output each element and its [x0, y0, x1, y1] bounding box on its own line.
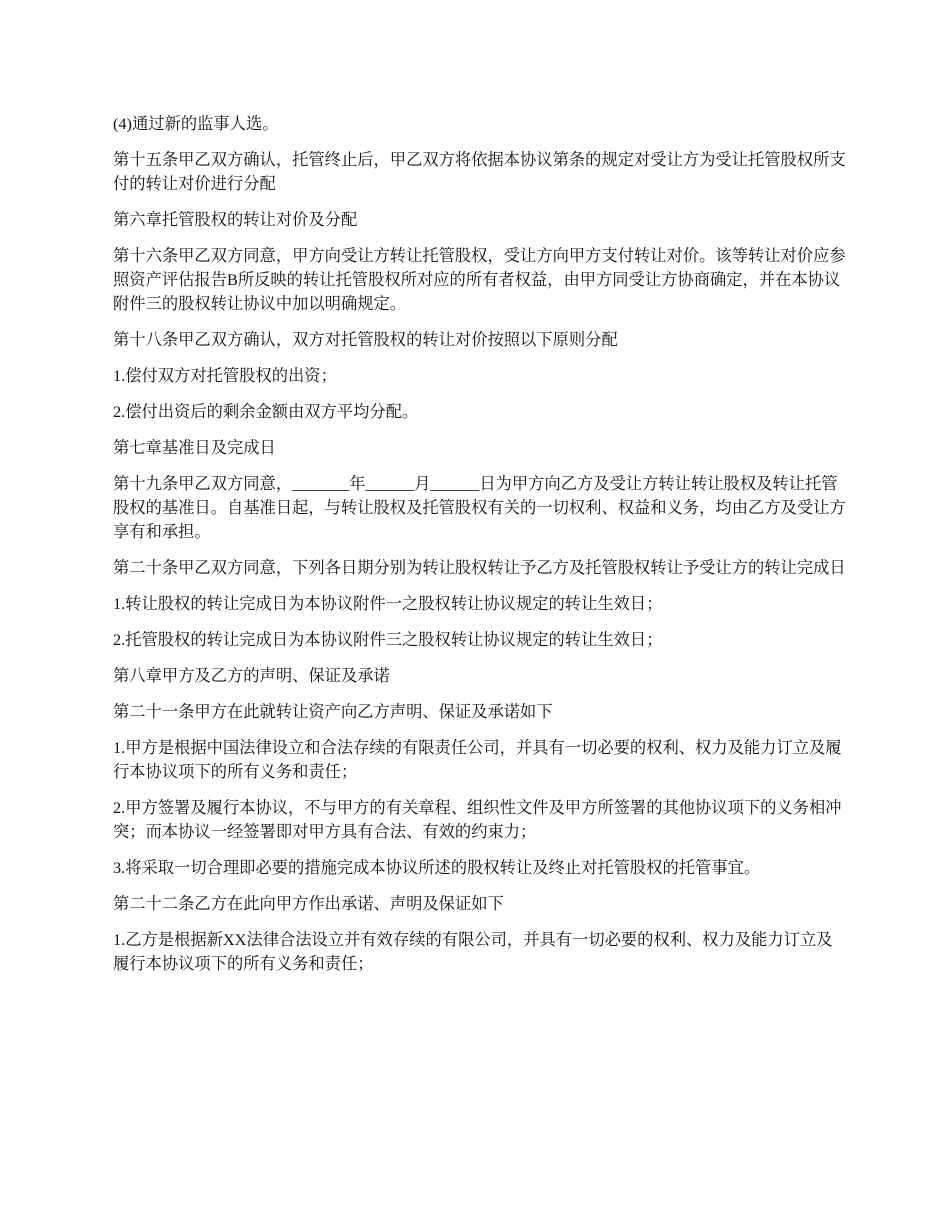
- article-18-item-2: 2.偿付出资后的剩余金额由双方平均分配。: [113, 402, 419, 421]
- chapter-6-heading: 第六章托管股权的转让对价及分配: [113, 210, 358, 229]
- article-22-item-1: 1.乙方是根据新XX法律合法设立并有效存续的有限公司，并具有一切必要的权利、权力及能力订立及履行本协议项下的所有义务和责任；: [113, 930, 833, 973]
- article-21-item-1: 1.甲方是根据中国法律设立和合法存续的有限责任公司，并具有一切必要的权利、权力及能力订立及履行本协议项下的所有义务和责任；: [113, 738, 842, 781]
- article-16: 第十六条甲乙双方同意，甲方向受让方转让托管股权，受让方向甲方支付转让对价。该等转让对价应参照资产评估报告B所反映的转让托管股权所对应的所有者权益，由甲方同受让方协商确定，并在本协议附件三的股权转让协议中加以明确规定。: [113, 246, 846, 313]
- article-20-item-2: 2.托管股权的转让完成日为本协议附件三之股权转让协议规定的转让生效日；: [113, 630, 663, 649]
- article-21-item-2: 2.甲方签署及履行本协议，不与甲方的有关章程、组织性文件及甲方所签署的其他协议项下的义务相冲突；而本协议一经签署即对甲方具有合法、有效的约束力；: [113, 798, 842, 841]
- article-21: 第二十一条甲方在此就转让资产向乙方声明、保证及承诺如下: [113, 702, 553, 721]
- article-18: 第十八条甲乙双方确认，双方对托管股权的转让对价按照以下原则分配: [113, 330, 618, 349]
- article-20-item-1: 1.转让股权的转让完成日为本协议附件一之股权转让协议规定的转让生效日；: [113, 594, 663, 613]
- article-22: 第二十二条乙方在此向甲方作出承诺、声明及保证如下: [113, 894, 504, 913]
- article-20: 第二十条甲乙双方同意，下列各日期分别为转让股权转让予乙方及托管股权转让予受让方的转让完成日: [113, 558, 846, 577]
- article-21-item-3: 3.将采取一切合理即必要的措施完成本协议所述的股权转让及终止对托管股权的托管事宜。: [113, 858, 761, 877]
- paragraph-item-4-supervisor: (4)通过新的监事人选。: [113, 114, 279, 133]
- document-page: [113, 112, 848, 988]
- article-19: 第十九条甲乙双方同意，_______年______月______日为甲方向乙方及受让方转让转让股权及转让托管股权的基准日。自基准日起，与转让股权及托管股权有关的一切权利、权益和义务，均由乙方及受让方享有和承担。: [113, 474, 846, 541]
- article-15: 第十五条甲乙双方确认，托管终止后，甲乙双方将依据本协议第条的规定对受让方为受让托管股权所支付的转让对价进行分配: [113, 150, 846, 193]
- article-18-item-1: 1.偿付双方对托管股权的出资；: [113, 366, 337, 385]
- chapter-7-heading: 第七章基准日及完成日: [113, 438, 276, 457]
- chapter-8-heading: 第八章甲方及乙方的声明、保证及承诺: [113, 666, 390, 685]
